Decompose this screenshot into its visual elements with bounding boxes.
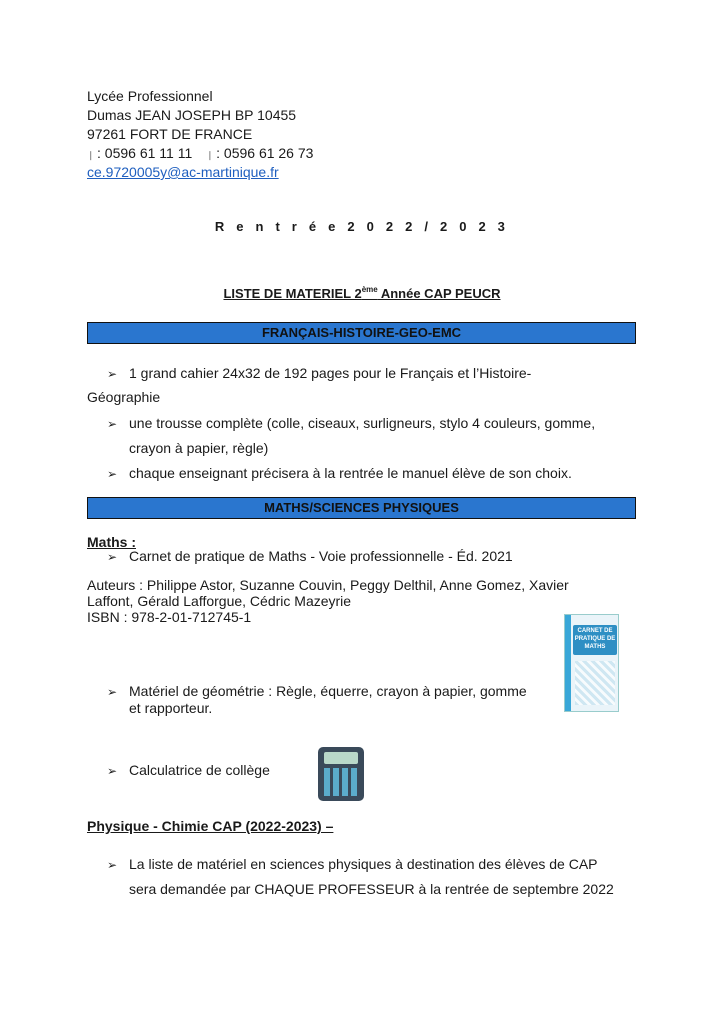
school-name-line2: Dumas JEAN JOSEPH BP 10455	[87, 107, 297, 123]
phone-icon: ❘	[87, 150, 95, 160]
calculator-screen	[324, 752, 358, 764]
item-continuation: Géographie	[87, 389, 161, 405]
book-cover-label: CARNET DE PRATIQUE DE MATHS	[574, 628, 616, 650]
item-continuation: crayon à papier, règle)	[129, 440, 269, 456]
title-suffix: Année CAP PEUCR	[377, 286, 501, 301]
item-text: Matériel de géométrie : Règle, équerre, crayon à papier, gomme	[129, 683, 527, 699]
book-authors	[87, 577, 569, 625]
arrow-bullet-icon: ➢	[107, 467, 118, 481]
fax-number: : 0596 61 26 73	[216, 145, 314, 161]
book-spine	[565, 615, 571, 712]
item-text: Carnet de pratique de Maths - Voie professionnelle - Éd. 2021	[129, 548, 513, 564]
item-text: La liste de matériel en sciences physiques à destination des élèves de CAP	[129, 856, 598, 872]
book-cover-image	[564, 614, 619, 712]
page-title	[0, 285, 724, 301]
item-text: chaque enseignant précisera à la rentrée le manuel élève de son choix.	[129, 465, 572, 481]
title-prefix: LISTE DE MATERIEL 2	[223, 286, 362, 301]
list-item	[107, 364, 531, 384]
item-text: 1 grand cahier 24x32 de 192 pages pour le Français et l’Histoire-	[129, 365, 532, 381]
arrow-bullet-icon: ➢	[107, 367, 118, 381]
arrow-bullet-icon: ➢	[107, 685, 118, 699]
maths-subtitle: Maths :	[87, 534, 136, 550]
list-item	[107, 547, 513, 567]
calculator-keys	[324, 768, 358, 796]
physique-subtitle: Physique - Chimie CAP (2022-2023) –	[87, 818, 334, 834]
authors-line2: Laffont, Gérald Lafforgue, Cédric Mazeyrie	[87, 593, 352, 609]
school-email-link[interactable]: ce.9720005y@ac-martinique.fr	[87, 164, 279, 180]
list-item	[107, 855, 598, 875]
contact-phones	[87, 144, 313, 165]
school-name-line1: Lycée Professionnel	[87, 88, 213, 104]
item-text: une trousse complète (colle, ciseaux, surligneurs, stylo 4 couleurs, gomme,	[129, 415, 596, 431]
list-item	[107, 761, 270, 781]
fax-icon: ❘	[206, 150, 214, 160]
authors-line1: Auteurs : Philippe Astor, Suzanne Couvin, Peggy Delthil, Anne Gomez, Xavier	[87, 577, 569, 593]
phone-number: : 0596 61 11 11	[97, 145, 193, 161]
arrow-bullet-icon: ➢	[107, 550, 118, 564]
book-isbn: ISBN : 978-2-01-712745-1	[87, 609, 252, 625]
item-continuation: et rapporteur.	[129, 700, 213, 716]
school-city: 97261 FORT DE FRANCE	[87, 126, 253, 142]
item-continuation: sera demandée par CHAQUE PROFESSEUR à la rentrée de septembre 2022	[129, 881, 614, 897]
list-item	[107, 464, 572, 484]
title-sup: ème	[361, 285, 378, 294]
calculator-image	[318, 747, 364, 801]
list-item	[107, 414, 595, 434]
section-band-francais: FRANÇAIS-HISTOIRE-GEO-EMC	[87, 322, 636, 344]
rentree-heading: R e n t r é e 2 0 2 2 / 2 0 2 3	[214, 219, 510, 234]
book-doodle-pattern	[575, 661, 615, 705]
item-text: Calculatrice de collège	[129, 762, 270, 778]
arrow-bullet-icon: ➢	[107, 764, 118, 778]
section-band-maths: MATHS/SCIENCES PHYSIQUES	[87, 497, 636, 519]
arrow-bullet-icon: ➢	[107, 417, 118, 431]
arrow-bullet-icon: ➢	[107, 858, 118, 872]
